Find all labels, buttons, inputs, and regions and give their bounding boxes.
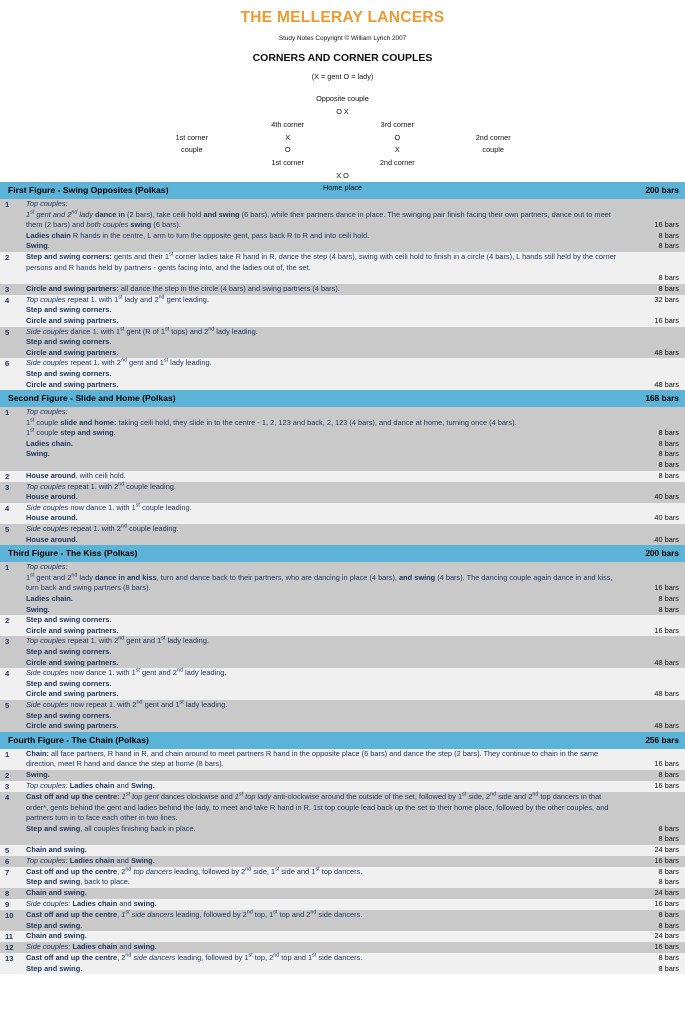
row-description: Side couples now dance 1. with 1st gent and 2nd lady leading. Step and swing corners. Circle and swing partners. [26,667,227,699]
table-row [0,899,685,910]
row-bars: 16 bars [654,855,679,865]
row-bars: 8 bars [658,470,679,480]
row-bars: 40 bars [654,513,679,523]
row-description: Chain and swing. [26,931,87,941]
table-row [0,770,685,781]
row-bars: 8 bars [658,273,679,283]
row-description: Chain: all face partners, R hand in R, and chain around to meet partners R hand in the opposite place (6 bars) and dance the step (2 bars). They continue to chain in the same direction, meet R hand and dance the step at home (8 bars). [26,748,599,769]
table-row [0,888,685,899]
table-row [0,407,685,471]
row-bars: 8 bars 8 bars [658,823,679,844]
document-header [0,9,685,81]
figure-total-bars: 200 bars [645,548,679,559]
table-row [0,636,685,668]
table-row [0,910,685,931]
diagram-home-marks: X O [336,171,349,180]
row-bars: 24 bars [654,844,679,854]
row-description: Cast off and up the centre: 1st top gent dances clockwise and 1st top lady anti-clockwise around the outside of the set, followed by 1st side, 2nd side and 2nd top dancers in that order*, gents behind the gent and ladies behind the lady, to meet and take R hand in R. 1st top couple lead back up the set to their home place, followed by the other couples, and partners turn in to face each other in two lines. Step and swing, all couples finishing back in place. [26,791,609,833]
table-row [0,867,685,888]
row-number: 1 [5,200,10,209]
row-number: 6 [5,359,10,369]
row-number: 1 [5,563,10,573]
row-bars: 40 bars [654,492,679,502]
row-bars: 16 bars [654,625,679,635]
row-description: Top couples repeat 1. with 2nd gent and 1st lady leading. Step and swing corners. Circle and swing partners. [26,635,209,667]
row-description: Top couples: Ladies chain and Swing. [26,855,155,865]
diagram-mark-first-corner: O [284,145,291,154]
row-bars: 8 bars 8 bars 8 bars 8 bars [658,428,679,470]
row-description: Top couples: 1st gent and 2nd lady dance in and kiss, turn and dance back to their partners, who are dancing in place (4 bars), and swing (4 bars). The dancing couple again dance in and kiss, turn back and swing partners (8 bars). Ladies chain. Swing. [26,562,613,614]
row-bars: 32 bars 16 bars [654,294,679,325]
row-bars: 16 bars 8 bars 8 bars [654,220,679,251]
table-row [0,199,685,252]
row-number: 3 [5,637,10,647]
diagram-first-corner-couple-line1: 1st corner [175,133,209,142]
table-row [0,953,685,974]
row-number: 3 [5,482,10,492]
diagram-home-label: Home place [323,183,362,192]
table-row [0,295,685,327]
row-bars: 8 bars 8 bars [658,953,679,973]
row-description: Side couples dance 1. with 1st gent (R of 1st tops) and 2nd lady leading. Step and swing corners. Circle and swing partners. [26,326,258,357]
table-row [0,749,685,770]
table-row [0,668,685,700]
table-row [0,792,685,845]
figure-header [0,732,685,749]
table-row [0,482,685,503]
row-bars: 16 bars 8 bars 8 bars [654,583,679,614]
row-number: 5 [5,845,10,855]
table-row [0,562,685,615]
table-row [0,524,685,545]
figure-title: Third Figure - The Kiss (Polkas) [8,548,138,559]
table-row [0,845,685,856]
row-number: 7 [5,867,10,877]
row-description: Side couples repeat 1. with 2nd gent and 1st lady leading. Step and swing corners. Circle and swing partners. [26,357,212,389]
table-row [0,781,685,792]
row-number: 2 [5,770,10,780]
figure-title: First Figure - Swing Opposites (Polkas) [8,185,169,195]
diagram-mark-second-corner: X [394,145,400,154]
row-number: 10 [5,911,14,921]
row-description: Cast off and up the centre, 2nd side dancers leading, followed by 1st top, 2nd top and 1st side dancers. Step and swing. [26,952,363,973]
row-description: Side couples now dance 1. with 1st couple leading. House around. [26,502,192,523]
figure-title: Fourth Figure - The Chain (Polkas) [8,734,149,745]
copyright-notice: Study Notes Copyright © William Lynch 2007 [278,35,407,42]
diagram-second-corner-label: 2nd corner [379,158,415,167]
row-description: Side couples: Ladies chain and swing. [26,899,157,909]
row-description: Side couples repeat 1. with 2nd couple leading. House around. [26,523,179,544]
diagram-mark-fourth-corner: X [285,133,291,142]
row-description: Chain and swing. [26,888,87,898]
row-number: 5 [5,525,10,535]
row-bars: 8 bars [658,769,679,779]
row-number: 3 [5,284,10,294]
row-number: 5 [5,700,10,710]
table-row [0,252,685,284]
diagram-second-corner-couple-line2: couple [482,145,504,154]
figure-total-bars: 200 bars [645,185,679,195]
row-description: Top couples: 1st gent and 2nd lady dance in (2 bars), take ceili hold and swing (6 bars), while their partners dance in place. The swinging pair finish facing their own partners, dance out to meet them (2 bars) and both couples swing (6 bars). Ladies chain R hands in the centre, L arm to turn the opposite gent, pass back R to R and into ceili hold. Swing. [26,199,611,251]
page-title: THE MELLERAY LANCERS [240,9,445,26]
row-number: 6 [5,856,10,866]
row-bars: 48 bars [654,379,679,389]
row-description: Step and swing corners. Circle and swing partners. [26,615,119,635]
figure-block [0,390,685,545]
row-number: 12 [5,943,14,953]
figure-title: Second Figure - Slide and Home (Polkas) [8,393,176,404]
row-description: Cast off and up the centre, 2nd top dancers leading, followed by 2nd side, 1st side and 1st top dancers. Step and swing, back to place. [26,866,363,887]
row-number: 13 [5,954,14,964]
figure-header [0,545,685,562]
row-description: Side couples now repeat 1. with 2nd gent and 1st lady leading. Step and swing corners. Circle and swing partners. [26,699,228,731]
row-number: 4 [5,669,10,679]
row-bars: 8 bars 8 bars [658,910,679,930]
row-number: 4 [5,295,10,305]
row-description: Swing. [26,769,50,779]
row-number: 1 [5,408,10,418]
row-bars: 48 bars [654,689,679,699]
row-bars: 8 bars [658,283,679,293]
row-bars: 16 bars [654,899,679,909]
figures-list [0,182,685,974]
row-number: 2 [5,616,10,626]
row-number: 2 [5,471,10,481]
diagram-second-corner-couple-line1: 2nd corner [475,133,511,142]
table-row [0,700,685,732]
row-bars: 16 bars [654,780,679,790]
table-row [0,471,685,482]
section-heading: CORNERS AND CORNER COUPLES [252,52,433,64]
document-page [0,9,685,974]
row-description: Chain and swing. [26,844,87,854]
row-bars: 48 bars [654,657,679,667]
table-row [0,327,685,359]
row-description: Top couples repeat 1. with 1st lady and 2nd gent leading. Step and swing corners. Circle and swing partners. [26,294,209,325]
row-bars: 16 bars [654,759,679,769]
table-row [0,615,685,636]
row-number: 5 [5,327,10,337]
table-row [0,942,685,953]
table-row [0,503,685,524]
diagram-opposite-couple-label: Opposite couple [316,94,369,103]
diagram-fourth-corner-label: 4th corner [271,120,305,129]
row-number: 4 [5,503,10,513]
row-description: Step and swing corners: gents and their 1st corner ladies take R hand in R, dance the step (4 bars), swing with ceili hold to finish in a circle (4 bars), L hands still held by the corner persons and R hands held by partners - gents facing into, and the ladies out of, the set. [26,251,617,272]
row-description: Top couples repeat 1. with 2nd couple leading. House around. [26,481,176,502]
diagram-first-corner-couple-line2: couple [181,145,203,154]
figure-total-bars: 168 bars [645,393,679,404]
figure-block [0,732,685,975]
row-bars: 40 bars [654,534,679,544]
row-bars: 8 bars 8 bars [658,866,679,887]
row-bars: 48 bars [654,721,679,731]
row-bars: 24 bars [654,888,679,898]
figure-total-bars: 256 bars [645,734,679,745]
row-number: 9 [5,900,10,910]
table-row [0,856,685,867]
table-row [0,931,685,942]
legend-text: (X = gent O = lady) [311,72,374,81]
row-description: Circle and swing partners: all dance the step in the circle (4 bars) and swing partners (4 bars). [26,283,340,293]
row-bars: 48 bars [654,347,679,357]
figure-block [0,545,685,732]
row-description: House around, with ceili hold. [26,470,126,480]
table-row [0,284,685,295]
diagram-mark-third-corner: O [394,133,401,142]
row-bars: 16 bars [654,942,679,952]
figure-block [0,182,685,390]
row-description: Top couples: Ladies chain and Swing. [26,780,155,790]
row-bars: 24 bars [654,931,679,941]
row-description: Top couples: 1st couple slide and home: taking ceili hold, they slide in to the centre - 1, 2, 123 and back, 2, 123 (4 bars), and dance at home, turning once (4 bars). 1st couple step and swing. Ladies chain. Swing. [26,407,517,459]
diagram-first-corner-label: 1st corner [271,158,304,167]
row-number: 8 [5,889,10,899]
diagram-opposite-couple-marks: O X [336,107,349,116]
table-row [0,358,685,390]
row-description: Side couples: Ladies chain and swing. [26,942,157,952]
row-number: 3 [5,781,10,791]
figure-header [0,390,685,407]
row-number: 4 [5,792,10,802]
row-description: Cast off and up the centre, 1st side dancers leading, followed by 2nd top, 1st top and 2nd side dancers. Step and swing. [26,909,363,930]
row-number: 11 [5,932,14,942]
row-number: 2 [5,252,10,262]
diagram-third-corner-label: 3rd corner [380,120,414,129]
row-number: 1 [5,749,10,759]
